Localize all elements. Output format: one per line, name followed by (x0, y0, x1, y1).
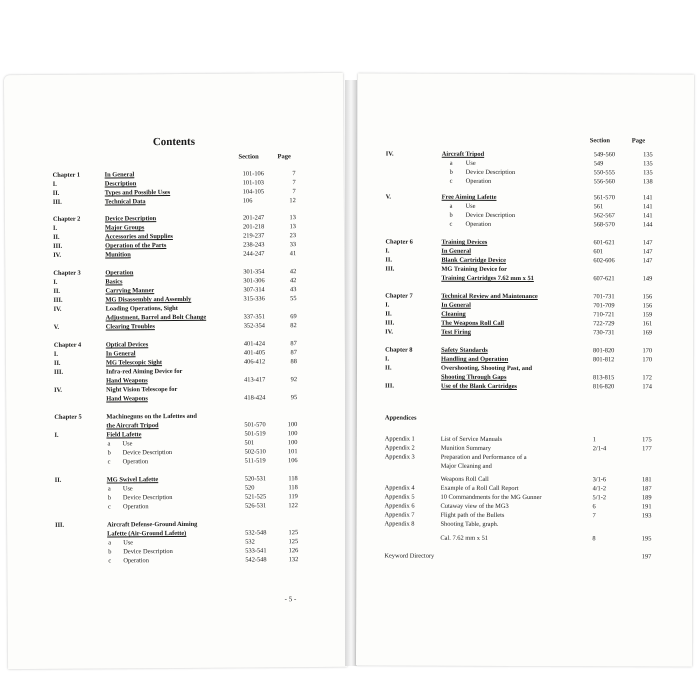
chapter-label: II. (385, 256, 392, 264)
keyword-directory-row (384, 552, 684, 562)
entry-title: Overshooting, Shooting Past, and (440, 364, 533, 373)
section-range: 602-606 (593, 257, 615, 265)
appendix-label: Appendix 6 (384, 502, 415, 510)
page-number: - 5 - (284, 595, 297, 604)
page-ref: 193 (641, 512, 652, 520)
chapter-label: I. (385, 355, 390, 363)
page-ref: 43 (290, 286, 297, 294)
entry-title: Use (122, 485, 133, 493)
chapter-label: III. (53, 242, 63, 250)
page-ref: 88 (290, 358, 297, 366)
page-ref: 7 (292, 179, 296, 187)
page-ref: 170 (642, 347, 653, 355)
section-range: 502-510 (244, 448, 266, 456)
book-spine (345, 80, 357, 666)
page-ref: 42 (289, 277, 297, 285)
section-column-header: Section (589, 137, 611, 145)
page-ref: 118 (288, 484, 298, 492)
page-ref: 195 (641, 535, 652, 543)
subsection-letter: c (449, 177, 453, 185)
entry-title: The Weapons Roll Call (441, 319, 505, 327)
appendix-title: Shooting Table, graph. (440, 520, 499, 528)
section-range: 533-541 (245, 547, 267, 555)
page-ref: 23 (289, 232, 297, 240)
page-ref: 100 (287, 430, 298, 438)
page-title: Contents (152, 135, 196, 149)
page-ref: 161 (642, 320, 653, 328)
keyword-directory-title: Keyword Directory (384, 552, 435, 560)
page-ref: 159 (642, 311, 653, 319)
entry-title: Shooting Through Gaps (440, 373, 507, 381)
subsection-letter: b (449, 168, 453, 176)
entry-title: Operation (465, 220, 492, 228)
section-range: 520 (244, 484, 255, 492)
page-ref: 177 (642, 445, 652, 453)
section-range: 801-820 (593, 347, 615, 355)
entry-title: Clearing Troubles (105, 323, 155, 331)
chapter-label: III. (384, 382, 395, 390)
subsection-letter: a (449, 202, 453, 210)
section-range: 3/1-6 (592, 476, 607, 484)
section-range: 6 (592, 503, 596, 511)
section-range: 501-519 (244, 430, 266, 438)
section-range: 101-103 (242, 179, 265, 187)
subsection-letter: a (107, 485, 111, 493)
chapter-label: V. (53, 323, 60, 331)
entry-title: MG Disassembly and Assembly (105, 295, 192, 304)
toc-row (53, 249, 343, 260)
page-ref: 13 (289, 214, 296, 222)
entry-title: Description (104, 180, 137, 188)
section-range: 549-560 (593, 151, 616, 159)
chapter-label: IV. (53, 305, 62, 313)
page-ref: 82 (290, 322, 297, 330)
chapter-label: III. (385, 319, 395, 327)
section-range: 406-412 (243, 358, 266, 366)
page-ref: 147 (642, 257, 653, 265)
page-ref: 189 (641, 494, 652, 502)
chapter-label: III. (385, 265, 395, 273)
section-range: 556-560 (593, 178, 615, 186)
section-range: 201-218 (242, 223, 265, 231)
entry-title: Lafette (Air-Ground Lafette) (107, 529, 187, 538)
page-ref: 141 (642, 212, 653, 220)
subsection-letter: a (107, 440, 111, 448)
entry-title: Safety Standards (441, 346, 488, 354)
entry-title: MG Swivel Lafette (106, 476, 159, 484)
entry-title: Use (122, 440, 133, 448)
page-ref: 172 (642, 374, 652, 382)
appendix-title: Munition Summary (440, 444, 491, 452)
chapter-label: III. (53, 296, 63, 304)
chapter-label: Chapter 2 (52, 215, 81, 223)
page-ref: 33 (289, 241, 297, 249)
page-ref: 191 (641, 503, 652, 511)
section-range: 1 (592, 436, 596, 444)
entry-title: Machineguns on the Lafettes and (106, 412, 197, 421)
entry-title: In General (104, 171, 135, 179)
chapter-label: IV. (54, 386, 63, 394)
chapter-label: II. (52, 189, 60, 197)
subsection-letter: b (107, 449, 111, 457)
page-ref: 106 (288, 457, 298, 465)
entry-title: the Aircraft Tripod (106, 422, 159, 430)
section-range: 562-567 (593, 212, 615, 220)
appendix-label: Appendix 3 (384, 453, 415, 461)
entry-title: Field Lafette (106, 431, 142, 439)
section-range: 401-424 (243, 340, 266, 348)
appendix-row (384, 520, 684, 530)
entry-title: Munition (105, 251, 131, 259)
appendix-title: Example of a Roll Call Report (440, 484, 519, 492)
appendix-title: Major Cleaning and (440, 462, 492, 470)
entry-title: Device Description (123, 548, 173, 556)
subsection-letter: c (107, 458, 111, 466)
chapter-label: Chapter 4 (53, 341, 82, 349)
entry-title: MG Telescopic Sight (105, 359, 163, 367)
section-range: 8 (592, 535, 596, 543)
page-ref: 138 (643, 178, 653, 186)
section-range: 532-548 (245, 529, 267, 537)
appendix-title: Preparation and Performance of a (440, 453, 527, 462)
page-ref: 100 (287, 439, 298, 447)
page-ref: 174 (642, 383, 652, 391)
entry-title: Cleaning (441, 310, 466, 318)
page-ref: 132 (288, 556, 299, 564)
chapter-label: I. (53, 278, 58, 286)
chapter-label: III. (55, 521, 65, 529)
page-ref: 41 (289, 250, 297, 258)
entry-title: Use (123, 539, 134, 547)
entry-title: Infra-red Aiming Device for (105, 367, 183, 376)
entry-title: Basics (105, 278, 123, 286)
section-range: 710-721 (593, 311, 615, 319)
page-ref: 12 (289, 197, 296, 205)
subsection-letter: c (108, 557, 112, 565)
page-ref: 147 (642, 239, 653, 247)
chapter-label: I. (52, 224, 58, 232)
toc-row (55, 555, 345, 566)
appendices-heading: Appendices (384, 414, 417, 422)
section-range: 607-621 (593, 275, 615, 283)
section-range: 501-570 (244, 421, 266, 429)
entry-title: Operation (465, 177, 492, 185)
section-range: 511-519 (244, 457, 266, 465)
page-ref: 156 (642, 302, 653, 310)
section-range: 601 (593, 248, 604, 256)
page-ref: 69 (290, 313, 297, 321)
chapter-label: Chapter 8 (385, 346, 413, 354)
entry-title: Carrying Manner (105, 287, 155, 295)
page-ref: 175 (642, 436, 652, 444)
chapter-label: II. (54, 476, 62, 484)
chapter-label: IV. (53, 251, 62, 259)
page-ref: 100 (287, 421, 298, 429)
section-range: 413-417 (244, 376, 266, 384)
entry-title: Device Description (465, 211, 516, 219)
toc-row (385, 328, 685, 338)
entry-title: Training Devices (441, 238, 488, 246)
page-ref: 119 (288, 493, 298, 501)
entry-title: Loading Operations, Sight (105, 304, 178, 313)
entry-title: Technical Review and Maintenance (441, 292, 538, 301)
page-ref: 7 (292, 188, 296, 196)
appendix-row (384, 534, 684, 544)
chapter-label: Chapter 1 (52, 171, 81, 179)
section-range: 521-525 (244, 493, 267, 501)
section-range: 550-555 (593, 169, 616, 177)
section-range: 501 (244, 439, 255, 447)
section-range: 106 (242, 197, 253, 205)
section-range: 201-247 (242, 214, 265, 222)
toc-row (54, 321, 344, 332)
toc-row (385, 220, 685, 230)
section-range: 352-354 (243, 322, 266, 330)
page-ref: 13 (289, 223, 297, 231)
chapter-label: I. (385, 247, 390, 255)
section-range: 813-815 (592, 374, 615, 382)
section-range: 816-820 (592, 383, 615, 391)
entry-title: Device Description (122, 449, 173, 457)
right-page (356, 73, 694, 666)
chapter-label: IV. (385, 328, 394, 336)
entry-title: Adjustment, Barrel and Bolt Change (105, 313, 207, 322)
section-range: 219-237 (243, 232, 265, 240)
page-ref: 135 (643, 169, 653, 177)
entry-title: Aircraft Tripod (441, 150, 485, 158)
page-ref: 187 (641, 485, 652, 493)
section-range: 701-709 (593, 302, 615, 310)
page-ref: 122 (288, 502, 298, 510)
section-range: 722-729 (593, 320, 615, 328)
section-column-header: Section (238, 153, 259, 161)
page-ref: 125 (288, 538, 299, 546)
appendix-label: Appendix 5 (384, 493, 415, 501)
entry-title: Use of the Blank Cartridges (440, 382, 517, 390)
entry-title: Operation (122, 458, 149, 466)
appendix-row (385, 462, 685, 472)
appendix-label: Appendix 2 (384, 444, 415, 452)
appendix-title: Cal. 7.62 mm x 51 (440, 534, 489, 542)
section-range: 301-306 (243, 277, 265, 285)
entry-title: In General (441, 301, 471, 309)
appendix-title: Flight path of the Bullets (440, 511, 505, 519)
toc-row (54, 393, 344, 404)
section-range: 307-314 (243, 286, 265, 294)
section-range: 701-731 (593, 293, 615, 301)
chapter-label: Chapter 7 (385, 292, 413, 300)
page-ref: 135 (643, 151, 653, 159)
entry-title: Device Description (122, 494, 173, 502)
entry-title: Accessories and Supplies (105, 233, 173, 241)
entry-title: In General (441, 247, 472, 255)
entry-title: Night Vision Telescope for (106, 385, 178, 394)
subsection-letter: a (108, 539, 112, 547)
entry-title: Operation (105, 269, 134, 277)
toc-row (53, 196, 343, 207)
chapter-label: Chapter 5 (54, 413, 82, 421)
section-range: 7 (592, 512, 596, 520)
toc-row (385, 382, 685, 392)
page-ref: 126 (288, 547, 299, 555)
page-ref: 141 (642, 194, 653, 202)
entry-title: Blank Cartridge Device (441, 256, 507, 264)
subsection-letter: c (107, 503, 111, 511)
page-ref: 170 (642, 356, 653, 364)
page-ref: 197 (641, 553, 652, 561)
section-range: 730-731 (593, 329, 615, 337)
toc-row (385, 274, 685, 284)
entry-title: Operation of the Parts (105, 242, 167, 250)
section-range: 2/1-4 (592, 445, 607, 453)
chapter-label: Chapter 6 (385, 238, 413, 246)
section-range: 526-531 (244, 502, 267, 510)
section-range: 101-106 (242, 170, 264, 178)
entry-title: Optical Devices (105, 341, 149, 349)
page-ref: 7 (292, 170, 296, 178)
page-ref: 144 (642, 221, 653, 229)
section-range: 4/1-2 (592, 485, 607, 493)
entry-title: Handling and Operation (441, 355, 509, 363)
appendix-title: Cutaway view of the MG3 (440, 502, 509, 510)
entry-title: Hand Weapons (106, 377, 148, 385)
section-range: 244-247 (243, 250, 265, 258)
section-range: 337-351 (243, 313, 265, 321)
section-range: 520-531 (244, 475, 267, 483)
chapter-label: III. (53, 368, 64, 376)
subsection-letter: b (108, 548, 112, 556)
chapter-label: V. (385, 193, 392, 201)
page-ref: 141 (642, 203, 653, 211)
subsection-letter: a (449, 159, 453, 167)
subsection-letter: c (449, 220, 453, 228)
section-range: 315-336 (243, 295, 265, 303)
page-ref: 118 (288, 475, 298, 483)
chapter-label: II. (53, 287, 61, 295)
appendix-label: Appendix 1 (384, 435, 415, 443)
page-ref: 101 (287, 448, 298, 456)
section-range: 601-621 (593, 239, 615, 247)
section-range: 301-354 (243, 268, 265, 276)
section-range: 238-243 (243, 241, 265, 249)
section-range: 418-424 (244, 394, 266, 402)
chapter-label: II. (53, 233, 60, 241)
appendix-title: 10 Commandments for the MG Gunner (440, 493, 542, 502)
chapter-label: I. (53, 350, 58, 358)
subsection-letter: b (449, 211, 453, 219)
section-range: 561-570 (593, 194, 615, 202)
page-ref: 125 (288, 529, 299, 537)
toc-row (55, 501, 345, 512)
entry-title: Types and Possible Uses (104, 189, 171, 197)
page-column-header: Page (631, 137, 646, 145)
page-ref: 149 (642, 275, 653, 283)
section-range: 104-105 (242, 188, 265, 196)
page-ref: 87 (290, 349, 297, 357)
toc-row (386, 177, 686, 187)
subsection-letter: b (107, 494, 112, 502)
page-ref: 55 (290, 295, 297, 303)
section-range: 401-405 (243, 349, 266, 357)
page-ref: 135 (643, 160, 653, 168)
entry-title: Major Groups (104, 224, 145, 232)
section-range: 532 (245, 538, 255, 546)
chapter-label: IV. (385, 150, 394, 158)
chapter-label: II. (384, 364, 392, 372)
toc-row (55, 456, 345, 467)
entry-title: Hand Weapons (106, 395, 148, 403)
entry-title: Aircraft Defense-Ground Aiming (107, 520, 198, 529)
page-ref: 92 (290, 376, 298, 384)
section-range: 801-812 (593, 356, 615, 364)
page-ref: 156 (642, 293, 653, 301)
section-range: 542-548 (245, 556, 267, 564)
chapter-label: I. (54, 431, 59, 439)
entry-title: Use (465, 159, 476, 167)
appendix-label: Appendix 7 (384, 511, 415, 519)
page-ref: 147 (642, 248, 653, 256)
page-ref: 42 (289, 268, 297, 276)
appendix-label: Appendix 4 (384, 484, 415, 492)
chapter-label: I. (52, 180, 57, 188)
chapter-label: II. (53, 359, 61, 367)
entry-title: Free Aiming Lafette (441, 193, 497, 201)
appendix-title: Weapons Roll Call (440, 475, 489, 483)
appendix-title: List of Service Manuals (440, 435, 503, 443)
entry-title: Operation (123, 557, 149, 565)
section-range: 5/1-2 (592, 494, 607, 502)
section-range: 568-570 (593, 221, 615, 229)
appendix-label: Appendix 8 (384, 520, 415, 528)
page-column-header: Page (277, 153, 291, 161)
chapter-label: I. (385, 301, 390, 309)
entry-title: Use (465, 202, 476, 210)
entry-title: Device Description (104, 215, 157, 223)
entry-title: Operation (122, 503, 149, 511)
entry-title: Device Description (465, 168, 516, 176)
chapter-label: III. (52, 198, 62, 206)
page-ref: 169 (642, 329, 653, 337)
page-ref: 87 (290, 340, 297, 348)
section-range: 561 (593, 203, 604, 211)
page-ref: 95 (290, 394, 298, 402)
section-range: 549 (593, 160, 604, 168)
entry-title: Training Cartridges 7.62 mm x 51 (441, 274, 534, 283)
chapter-label: II. (385, 310, 392, 318)
page-ref: 181 (642, 476, 652, 484)
chapter-label: Chapter 3 (53, 269, 81, 277)
entry-title: Test Firing (441, 328, 471, 336)
entry-title: In General (105, 350, 136, 358)
entry-title: MG Training Device for (441, 265, 507, 273)
left-page (4, 73, 347, 669)
entry-title: Technical Data (104, 198, 146, 206)
